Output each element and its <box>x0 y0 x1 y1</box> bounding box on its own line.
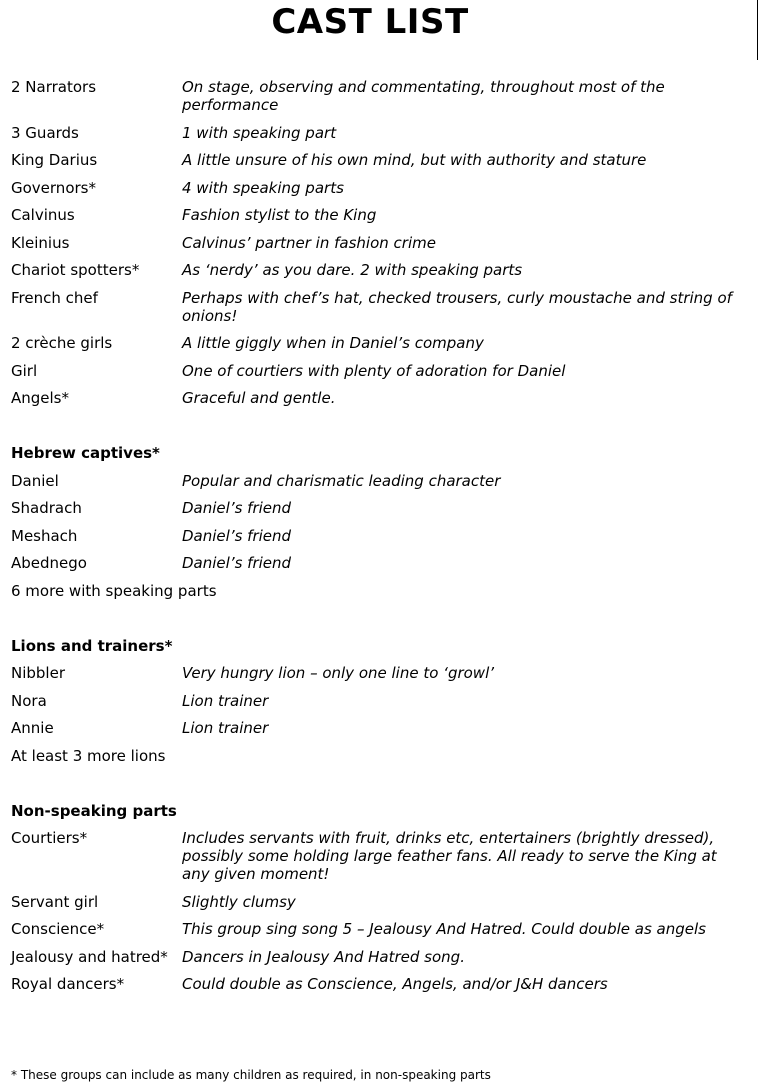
cast-row <box>11 151 746 169</box>
role-description: A little unsure of his own mind, but with authority and stature <box>182 151 647 169</box>
role-description: One of courtiers with plenty of adoration for Daniel <box>182 361 566 380</box>
section-note: 6 more with speaking parts <box>11 581 217 600</box>
role-name: Nibbler <box>11 664 65 682</box>
cast-row <box>11 692 746 710</box>
cast-row <box>11 920 746 938</box>
cast-row <box>11 472 746 490</box>
cast-row <box>11 179 746 197</box>
cast-row <box>11 261 746 279</box>
role-name: Courtiers* <box>11 829 88 847</box>
cast-row <box>11 829 746 883</box>
role-description: On stage, observing and commentating, throughout most of the performance <box>182 78 665 114</box>
role-name: Abednego <box>11 554 87 572</box>
role-description: 1 with speaking part <box>182 123 337 142</box>
role-name: 3 Guards <box>11 123 79 142</box>
cast-row <box>11 664 746 682</box>
cast-row <box>11 206 746 224</box>
role-name: Royal dancers* <box>11 975 125 993</box>
role-description: Could double as Conscience, Angels, and/or J&H dancers <box>182 975 608 993</box>
cast-row <box>11 289 746 325</box>
cast-row <box>11 362 746 380</box>
role-name: Governors* <box>11 178 96 197</box>
role-name: Calvinus <box>11 206 75 224</box>
role-description: Lion trainer <box>182 719 269 737</box>
cast-row <box>11 78 746 114</box>
role-name: Shadrach <box>11 499 82 517</box>
role-name: Nora <box>11 691 47 710</box>
section-heading-lions-and-trainers: Lions and trainers* <box>11 636 173 655</box>
role-description: A little giggly when in Daniel’s company <box>182 334 484 352</box>
role-description: Calvinus’ partner in fashion crime <box>182 233 436 252</box>
role-name: Chariot spotters* <box>11 261 140 279</box>
role-name: Servant girl <box>11 892 99 911</box>
role-name: Girl <box>11 361 38 380</box>
role-description: Popular and charismatic leading character <box>182 471 501 490</box>
cast-row <box>11 948 746 966</box>
cast-row <box>11 719 746 737</box>
cast-row <box>11 334 746 352</box>
role-name: Daniel <box>11 471 59 490</box>
role-description: Daniel’s friend <box>182 526 292 545</box>
cast-row <box>11 234 746 252</box>
role-description: Graceful and gentle. <box>182 389 336 407</box>
role-name: Meshach <box>11 526 78 545</box>
footnote: * These groups can include as many children as required, in non-speaking parts <box>11 1068 491 1082</box>
role-name: 2 crèche girls <box>11 334 113 352</box>
page-edge-line <box>757 0 758 60</box>
cast-row <box>11 975 746 993</box>
section-note: At least 3 more lions <box>11 746 166 765</box>
role-name: Kleinius <box>11 233 70 252</box>
role-description: Slightly clumsy <box>182 892 296 911</box>
role-description: Lion trainer <box>182 691 269 710</box>
role-description: Very hungry lion – only one line to ‘growl’ <box>182 664 495 682</box>
role-description: As ‘nerdy’ as you dare. 2 with speaking parts <box>182 261 523 279</box>
cast-row <box>11 554 746 572</box>
role-name: 2 Narrators <box>11 78 97 96</box>
role-description: 4 with speaking parts <box>182 178 344 197</box>
role-name: Conscience* <box>11 920 105 938</box>
role-description: Includes servants with fruit, drinks etc, entertainers (brightly dressed), possibly some holding large feather fans. All ready to serve the King at any given moment! <box>182 829 717 883</box>
role-name: Angels* <box>11 389 70 407</box>
role-description: This group sing song 5 – Jealousy And Hatred. Could double as angels <box>182 920 706 938</box>
role-description: Daniel’s friend <box>182 499 292 517</box>
role-description: Dancers in Jealousy And Hatred song. <box>182 947 465 966</box>
role-name: Annie <box>11 719 54 737</box>
role-name: Jealousy and hatred* <box>11 947 168 966</box>
cast-row <box>11 499 746 517</box>
cast-row <box>11 527 746 545</box>
cast-row <box>11 124 746 142</box>
section-heading-non-speaking-parts: Non-speaking parts <box>11 801 177 820</box>
role-name: King Darius <box>11 151 98 169</box>
role-description: Fashion stylist to the King <box>182 206 377 224</box>
cast-row <box>11 389 746 407</box>
role-description: Daniel’s friend <box>182 554 292 572</box>
cast-sheet <box>11 78 746 993</box>
section-heading-hebrew-captives: Hebrew captives* <box>11 444 160 462</box>
cast-row <box>11 893 746 911</box>
role-description: Perhaps with chef’s hat, checked trousers, curly moustache and string of onions! <box>182 288 732 325</box>
page-title: CAST LIST <box>271 2 469 42</box>
role-name: French chef <box>11 288 98 307</box>
